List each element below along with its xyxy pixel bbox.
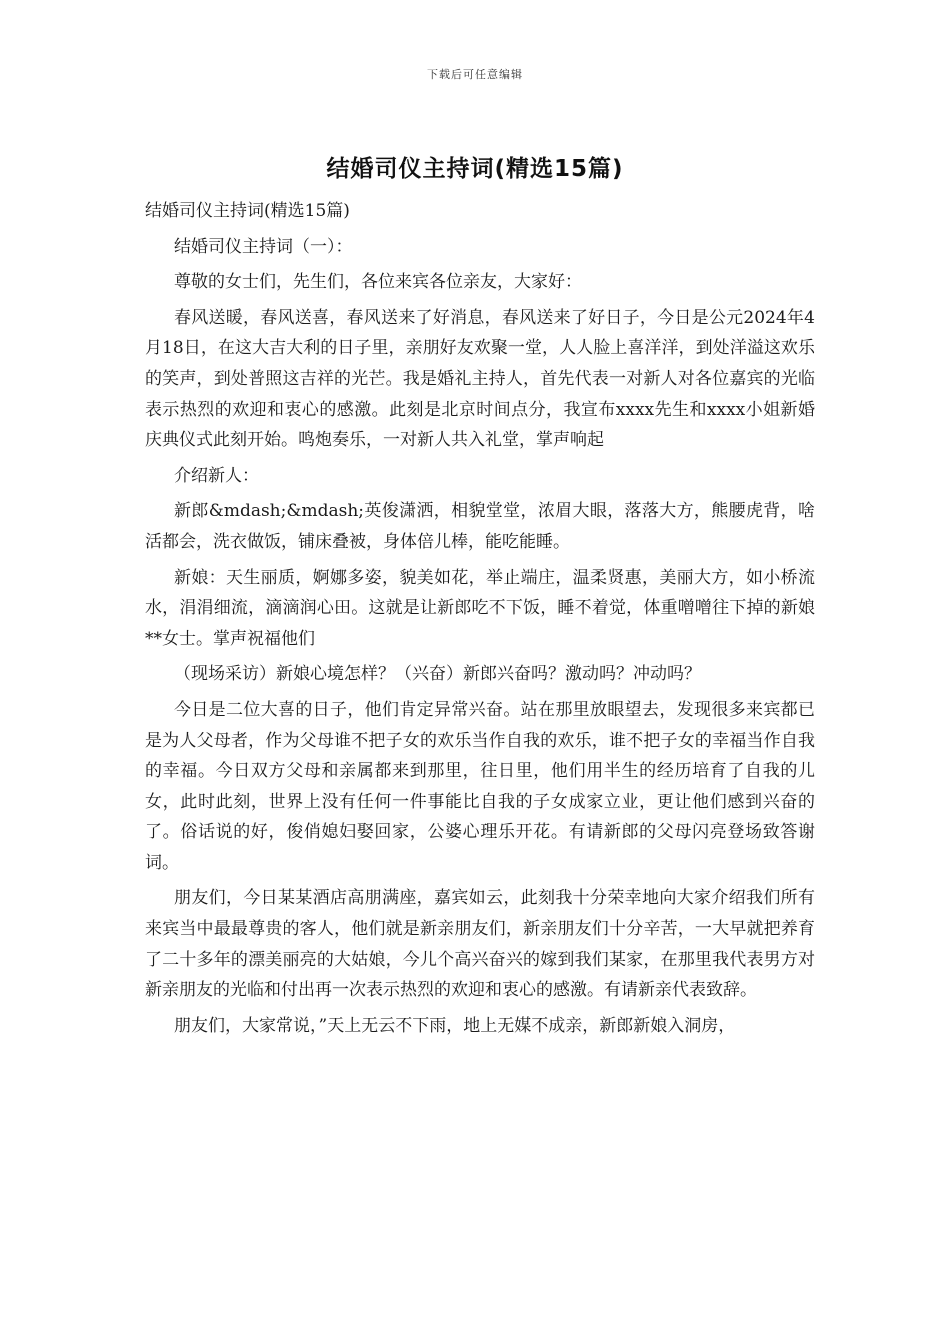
paragraph: 新娘：天生丽质，婀娜多姿，貌美如花，举止端庄，温柔贤惠，美丽大方，如小桥流水，涓涓细流，滴滴润心田。这就是让新郎吃不下饭，睡不着觉，体重噌噌往下掉的新娘**女士。掌声祝福他们 (145, 567, 815, 649)
paragraph: （现场采访）新娘心境怎样？（兴奋）新郎兴奋吗？激动吗？冲动吗？ (174, 664, 701, 685)
paragraph: 结婚司仪主持词（一）： (174, 236, 353, 257)
paragraph: 今日是二位大喜的日子，他们肯定异常兴奋。站在那里放眼望去，发现很多来宾都已是为人父母者，作为父母谁不把子女的欢乐当作自我的欢乐，谁不把子女的幸福当作自我的幸福。今日双方父母和亲属都来到那里，往日里，他们用半生的经历培育了自我的儿女，此时此刻，世界上没有任何一件事能比自我的子女成家立业，更让他们感到兴奋的了。俗话说的好，俊俏媳妇娶回家，公婆心理乐开花。有请新郎的父母闪亮登场致答谢词。 (145, 699, 815, 873)
paragraph: 朋友们，大家常说，”天上无云不下雨，地上无媒不成亲，新郎新娘入洞房， (174, 1015, 736, 1036)
paragraph: 新郎&mdash;&mdash;英俊潇洒，相貌堂堂，浓眉大眼，落落大方，熊腰虎背，啥活都会，洗衣做饭，铺床叠被，身体倍儿棒，能吃能睡。 (145, 501, 815, 552)
paragraph: 朋友们，今日某某酒店高朋满座，嘉宾如云，此刻我十分荣幸地向大家介绍我们所有来宾当中最最尊贵的客人，他们就是新亲朋友们，新亲朋友们十分辛苦，一大早就把养育了二十多年的漂美丽亮的大姑娘，今儿个高兴奋兴的嫁到我们某家，在那里我代表男方对新亲朋友的光临和付出再一次表示热烈的欢迎和衷心的感激。有请新亲代表致辞。 (145, 888, 815, 1001)
document-subtitle: 结婚司仪主持词(精选15篇) (145, 201, 350, 221)
paragraph: 春风送暖，春风送喜，春风送来了好消息，春风送来了好日子，今日是公元2024年4月18日，在这大吉大利的日子里，亲朋好友欢聚一堂，人人脸上喜洋洋，到处洋溢这欢乐的笑声，到处普照这吉祥的光芒。我是婚礼主持人，首先代表一对新人对各位嘉宾的光临表示热烈的欢迎和衷心的感激。此刻是北京时间点分，我宣布xxxx先生和xxxx小姐新婚庆典仪式此刻开始。鸣炮奏乐，一对新人共入礼堂，掌声响起 (145, 307, 815, 451)
document-body (145, 196, 815, 1046)
paragraph: 尊敬的女士们，先生们，各位来宾各位亲友，大家好： (174, 272, 582, 293)
document-title: 结婚司仪主持词(精选15篇) (326, 156, 624, 182)
header-note: 下载后可任意编辑 (427, 68, 523, 81)
paragraph: 介绍新人： (174, 465, 259, 486)
